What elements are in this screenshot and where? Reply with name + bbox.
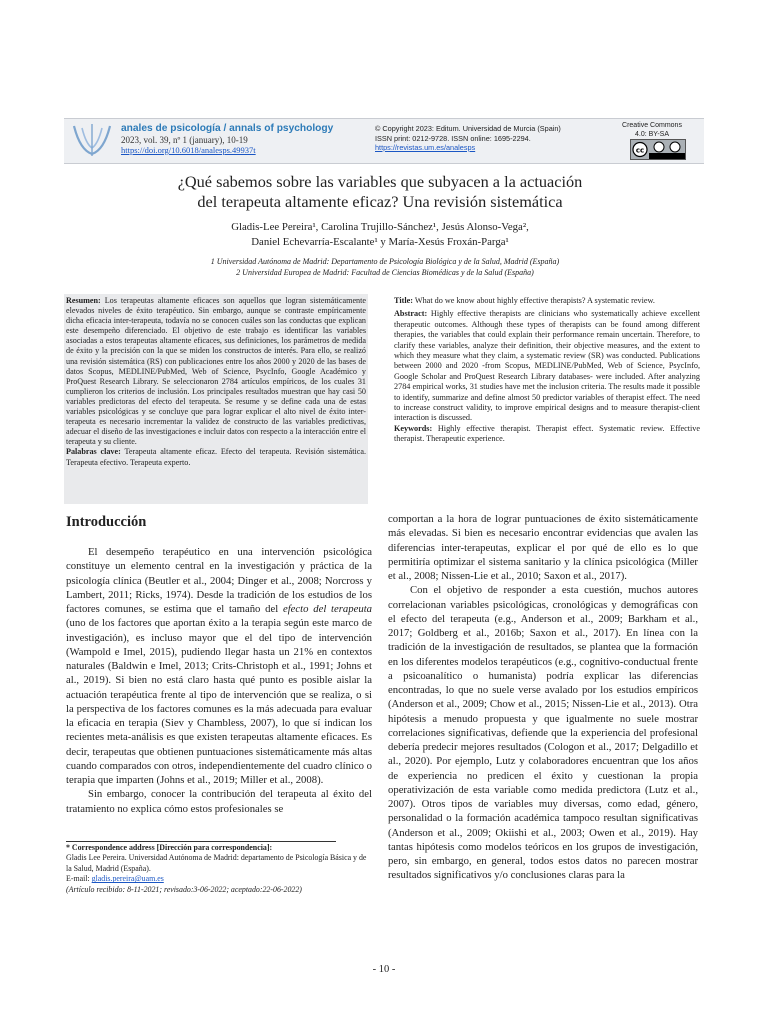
- title-line-2: del terapeuta altamente eficaz? Una revisión sistemática: [197, 191, 563, 211]
- resumen-text: Los terapeutas altamente eficaces son aquellos que logran sistemáticamente elevados niveles de éxito terapéutico. Sin embargo, aunque se contraste empíricamente dicha eficacia inter-terapeuta, todavía no se conocen cuáles son las conductas que explican este desempeño diferenciado. El objetivo de este trabajo es identificar las variables asociadas a estos terapeutas altamente eficaces, sus definiciones, los parámetros de medida de éxito y la precisión con la que se miden los constructos de interés. Para ello, se realizó una revisión sistemática (RS) con publicaciones entre los años 2000 y 2020 de las bases de datos Scopus, MEDLINE/PubMed, Web of Science, PsycInfo, Google Académico y ProQuest Research Library. Se seleccionaron 2784 artículos empíricos, de los cuales 31 cumplieron los criterios de inclusión. Los principales resultados muestran que hay casi 50 variables predictoras del efecto del terapeuta. Se resume y se define cada una de estas variables psicológicas y se concluye que para lograr explicar el alto nivel de éxito inter-terapeuta es necesario incrementar la validez de constructo de las variables predictivas, adecuar el diseño de las investigaciones e incluir datos con respecto a la interacción entre el terapeuta y su cliente.: [66, 296, 366, 447]
- affiliations: [90, 257, 680, 278]
- keywords-label: Keywords:: [394, 423, 433, 433]
- paragraph-text: (uno de los factores que aportan éxito a la terapia según este marco de investigación), es incluso mayor que el del tipo de intervención (Wampold e Imel, 2015), pudiendo llegar hasta un 21% en contextos naturales (Baldwin e Imel, 2013; Crits-Christoph et al., 1991; Johns et al., 2019). Si bien no está claro hasta qué punto es posible aislar la actuación terapéutica frente al tipo de intervención que se realiza, o si la perspectiva de los factores comunes es la más adecuada para evaluar la eficacia en terapia (Siev y Chambless, 2007), lo que sí indican los recientes meta-análisis es que existen terapeutas altamente eficaces. Es decir, terapeutas que obtienen puntuaciones sistemáticamente más altas cuando comparados con otros, independientemente del cuadro clínico o terapia que imparten (Johns et al., 2019; Miller et al., 2008).: [66, 617, 372, 786]
- cc-label-line2: 4.0: BY-SA: [635, 131, 669, 138]
- emphasis-text: efecto del terapeuta: [282, 603, 373, 615]
- correspondence-footnote: [66, 843, 372, 895]
- page-number: - 10 -: [372, 964, 396, 975]
- paragraph: Sin embargo, conocer la contribución del terapeuta al éxito del tratamiento no explica cómo estos profesionales se: [66, 788, 372, 815]
- footnote-label: * Correspondence address [Dirección para correspondencia]:: [66, 843, 273, 852]
- abstract-spanish-box: [64, 294, 368, 504]
- keywords-text: Highly effective therapist. Therapist effect. Systematic review. Effective therapist. Therapeutic experience.: [394, 423, 700, 444]
- copyright-block: [375, 124, 561, 153]
- resumen-label: Resumen:: [66, 296, 101, 305]
- journal-issue-meta: 2023, vol. 39, nº 1 (january), 10-19: [121, 135, 248, 145]
- svg-text:cc: cc: [635, 146, 645, 155]
- issn-text: ISSN print: 0212-9728. ISSN online: 1695-2294.: [375, 133, 531, 143]
- cc-license-badge-icon[interactable]: [630, 139, 686, 160]
- paragraph-text: El desempeño terapéutico en una intervención psicológica constituye un elemento central en la investigación y práctica de la psicología clínica (Beutler et al., 2004; Dinger et al., 2008; Norcross y Lambert, 2011; Ricks, 1974). Desde la tradición de los estudios de los factores comunes, se estima que el tamaño del: [66, 546, 372, 615]
- palabras-clave-label: Palabras clave:: [66, 447, 121, 457]
- section-heading-introduccion: Introducción: [66, 514, 147, 530]
- article-title: [70, 172, 690, 211]
- affiliation-1: 1 Universidad Autónoma de Madrid: Departamento de Psicología Biológica y de la Salud, Madrid (España): [210, 257, 560, 266]
- journal-logo-icon: [68, 120, 116, 160]
- abstract-english-box: [392, 294, 702, 484]
- paragraph: [66, 545, 372, 787]
- license-label: [612, 121, 692, 139]
- footnote-divider: [66, 841, 336, 842]
- palabras-clave-text: Terapeuta altamente eficaz. Efecto del terapeuta. Revisión sistemática. Terapeuta efectivo. Terapeuta experto.: [66, 447, 367, 467]
- copyright-text: © Copyright 2023: Editum. Universidad de Murcia (Spain): [375, 124, 561, 133]
- email-label: E-mail:: [66, 874, 90, 884]
- body-column-left: [66, 545, 372, 816]
- doi-link[interactable]: https://doi.org/10.6018/analesps.49937t: [121, 145, 256, 155]
- journal-title: anales de psicología / annals of psychology: [121, 123, 334, 134]
- title-line-1: ¿Qué sabemos sobre las variables que subyacen a la actuación: [177, 172, 583, 191]
- english-title-label: Title:: [394, 296, 413, 305]
- article-dates: (Artículo recibido: 8-11-2021; revisado:3-06-2022; aceptado:22-06-2022): [66, 884, 302, 894]
- abstract-text: Highly effective therapists are clinicians who systematically achieve excellent therapeutic outcomes. Although these types of therapists can be found among different therapies, the variables that could explain their performance remain uncertain. Therefore, to clarify these variables, analyze their definition, their objective measures, and the extent to which they measure what they claim, a systematic review (SR) was conducted. Publications between 2000 and 2020 -from Scopus, MEDLINE/PubMed, Web of Science, PsycInfo, Google Scholar and ProQuest Research Library databases- were included. After analyzing 2784 empirical works, 31 studies have met the inclusion criteria. The results made it possible to identify, summarize and define almost 50 predictor variables of therapist effect. The need to increase construct validity, to improve empirical designs and to measure therapist-client interaction is discussed.: [394, 309, 700, 423]
- footnote-email-row: [66, 874, 372, 884]
- paragraph: comportan a la hora de lograr puntuaciones de éxito sistemáticamente más elevadas. Si bien es necesario encontrar evidencias que avalen las diferencias inter-terapeutas, explicar el por qué de ello es lo que permitiría optimizar el sistema sanitario y la clínica psicológica (Miller et al., 2008; Nissen-Lie et al., 2010; Saxon et al., 2017).: [388, 513, 698, 582]
- cc-label-line1: Creative Commons: [622, 122, 682, 129]
- authors-line-2: Daniel Echevarría-Escalante¹ y María-Xesús Froxán-Parga¹: [251, 236, 509, 248]
- author-list: [80, 220, 680, 250]
- journal-url-link[interactable]: https://revistas.um.es/analesps: [375, 143, 476, 152]
- affiliation-2: 2 Universidad Europea de Madrid: Facultad de Ciencias Biomédicas y de la Salud (España): [236, 267, 534, 277]
- footnote-address: Gladis Lee Pereira. Universidad Autónoma de Madrid: departamento de Psicología Básica y de la Salud, Madrid (España).: [66, 853, 367, 873]
- abstract-label: Abstract:: [394, 309, 428, 319]
- body-column-right: [388, 512, 698, 883]
- email-link[interactable]: gladis.pereira@uam.es: [91, 874, 164, 884]
- paragraph: Con el objetivo de responder a esta cuestión, muchos autores correlacionan variables psicológicas, cronológicas y demográficas con el efecto del terapeuta (e.g., Anderson et al., 2009; Barkham et al., 2017; Goldberg et al., 2016b; Saxon et al., 2017). En línea con la tradición de la investigación de resultados, se plantea que la formación en los diferentes modelos terapéuticos (e.g., cognitivo-conductual frente a psicoanalítico o humanista) podría explicar las diferencias encontradas, lo que no suele verse avalado por los estudios empíricos (Anderson et al., 2009; Chow et al., 2015; Nissen-Lie et al., 2013). Otra hipótesis a menudo propuesta y que igualmente no suele mostrar correlaciones significativas, defiende que la experiencia del profesional debería predecir mejores resultados (Cologon et al., 2017; Delgadillo et al., 2020). Por ejemplo, Lutz y colaboradores encuentran que los años de experiencia no predicen el éxito y cuestionan la propia operativización de esta variable como medida predictora (Lutz et al., 2007). Otros tipos de variables muy diversas, como edad, género, personalidad o la formación académica tampoco resultan significativas (Anderson et al., 2009; Okiishi et al., 2003; Owen et al., 2019). Hay tantas hipótesis como modelos teóricos en los grupos de investigación, pero, sin embargo, en general, todos estos datos no parecen mostrar resultados significativos y/o conclusiones claras para la: [388, 584, 698, 882]
- authors-line-1: Gladis-Lee Pereira¹, Carolina Trujillo-Sánchez¹, Jesús Alonso-Vega²,: [231, 221, 529, 233]
- english-title: What do we know about highly effective therapists? A systematic review.: [414, 296, 655, 305]
